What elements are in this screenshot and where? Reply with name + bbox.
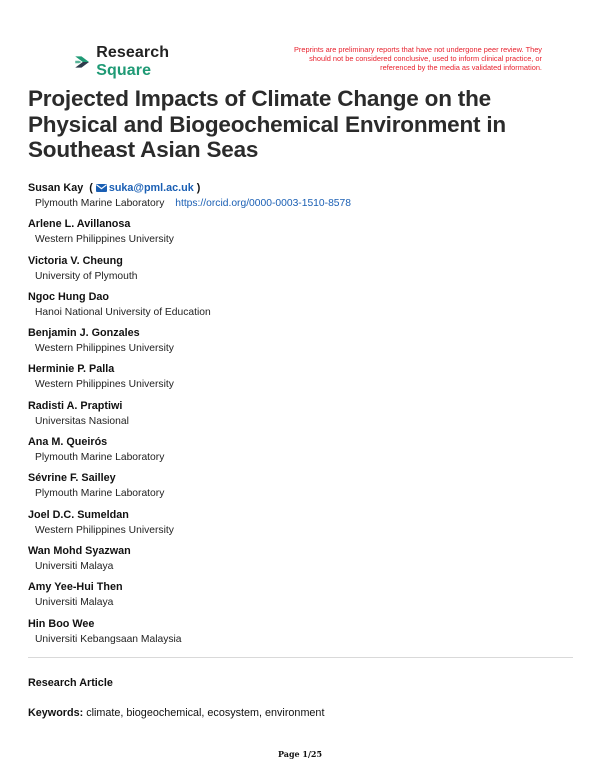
section-divider — [28, 657, 573, 658]
author-name: Wan Mohd Syazwan — [28, 544, 131, 557]
author-affiliation: Universiti Kebangsaan Malaysia — [35, 633, 182, 645]
author-affiliation: University of Plymouth — [35, 270, 138, 282]
author-affiliation: Universiti Malaya — [35, 560, 114, 572]
author-entry — [28, 470, 588, 506]
author-name: Radisti A. Praptiwi — [28, 399, 123, 412]
author-name — [28, 180, 588, 197]
author-affiliation: Universiti Malaya — [35, 597, 114, 609]
author-entry — [28, 434, 588, 470]
page-number: Page 1/25 — [277, 749, 323, 759]
author-entry — [28, 253, 588, 289]
author-affiliation: Western Philippines University — [35, 234, 174, 246]
logo-word-square: Square — [96, 62, 152, 79]
orcid-link[interactable]: https://orcid.org/0000-0003-1510-8578 — [175, 198, 351, 209]
preprint-disclaimer: Preprints are preliminary reports that have not undergone peer review. They should not be considered conclusive, used to inform clinical practice, or referenced by the media as validated information. — [294, 45, 542, 72]
author-entry — [28, 216, 588, 252]
author-name: Joel D.C. Sumeldan — [28, 508, 129, 521]
author-name: Arlene L. Avillanosa — [28, 218, 131, 231]
author-affiliation: Universitas Nasional — [35, 415, 129, 427]
research-square-logo-icon — [74, 50, 90, 74]
author-affiliation: Plymouth Marine Laboratory — [35, 452, 165, 464]
author-affiliation: Western Philippines University — [35, 524, 174, 536]
author-name: Sévrine F. Sailley — [28, 472, 116, 485]
author-affiliation: Plymouth Marine Laboratory — [35, 488, 165, 500]
keywords-line — [28, 707, 324, 719]
author-affiliation-text: Plymouth Marine Laboratory — [35, 198, 165, 209]
logo-text — [96, 44, 179, 80]
author-name: Hin Boo Wee — [28, 617, 95, 630]
author-entry — [28, 398, 588, 434]
author-entry — [28, 579, 588, 615]
author-affiliation: Western Philippines University — [35, 343, 174, 355]
author-entry — [28, 325, 588, 361]
author-name: Ana M. Queirós — [28, 436, 108, 449]
author-name: Amy Yee-Hui Then — [28, 581, 123, 594]
keywords-value: climate, biogeochemical, ecosystem, environment — [86, 707, 325, 719]
logo-word-research: Research — [96, 44, 170, 61]
author-affiliation — [28, 197, 588, 211]
author-email-link[interactable]: suka@pml.ac.uk — [108, 182, 194, 194]
author-name: Herminie P. Palla — [28, 363, 115, 376]
article-type: Research Article — [28, 677, 113, 689]
author-name-text: Susan Kay — [28, 182, 84, 194]
author-entry — [28, 289, 588, 325]
author-name: Ngoc Hung Dao — [28, 290, 109, 303]
author-entry — [28, 180, 588, 216]
keywords-label: Keywords: — [28, 707, 84, 719]
author-entry — [28, 361, 588, 397]
research-square-logo[interactable] — [74, 44, 179, 80]
author-affiliation: Western Philippines University — [35, 379, 174, 391]
author-name: Benjamin J. Gonzales — [28, 327, 140, 340]
author-entry — [28, 507, 588, 543]
author-name: Victoria V. Cheung — [28, 254, 123, 267]
author-entry — [28, 543, 588, 579]
paper-title: Projected Impacts of Climate Change on the Physical and Biogeochemical Environment in Southeast Asian Seas — [28, 86, 506, 162]
envelope-icon — [96, 184, 107, 192]
author-email-group: ( suka@pml.ac.uk ) — [86, 182, 201, 194]
author-affiliation: Hanoi National University of Education — [35, 306, 211, 318]
author-entry — [28, 616, 588, 652]
author-list — [28, 180, 588, 652]
